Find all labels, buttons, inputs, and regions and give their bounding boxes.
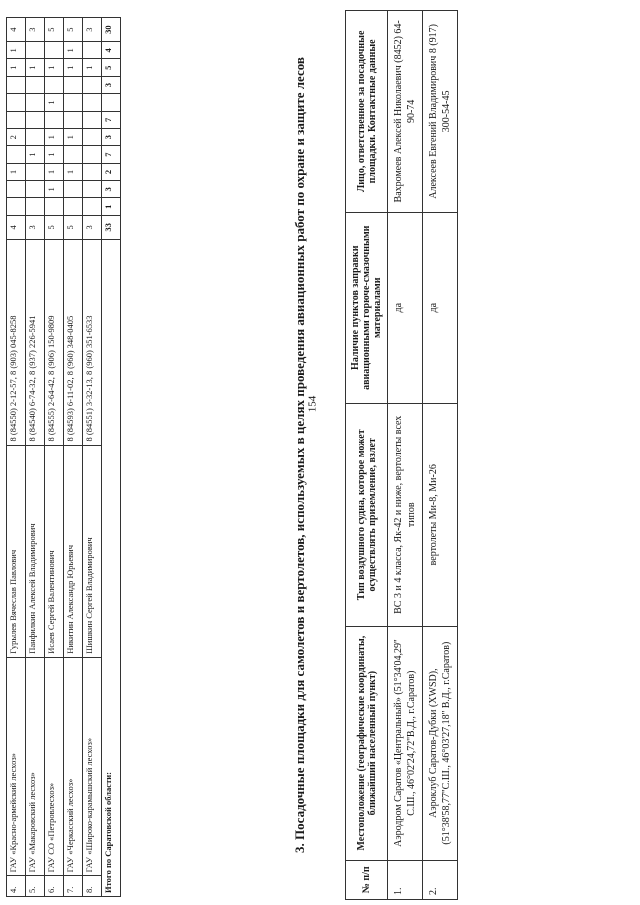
aircraft-type: вертолеты Ми-8, Ми-26 <box>423 403 458 626</box>
total-value: 2 <box>102 163 121 180</box>
page-number: 154 <box>306 395 319 413</box>
value-cell <box>64 198 83 215</box>
value-cell: 1 <box>45 163 64 180</box>
value-cell <box>64 111 83 128</box>
value-cell <box>64 76 83 93</box>
total-value: 3 <box>102 181 121 198</box>
contact-phone: 8 (84540) 6-74-32, 8 (937) 226-5941 <box>26 239 45 445</box>
value-cell <box>26 181 45 198</box>
value-cell: 1 <box>45 146 64 163</box>
contact-person: Гурылев Вячеслав Павлович <box>7 445 26 657</box>
total-value: 3 <box>102 129 121 146</box>
fuel-availability: да <box>423 212 458 403</box>
forestry-name: ГАУ «Макаровский лесхоз» <box>26 657 45 876</box>
value-cell: 5 <box>45 18 64 42</box>
value-cell <box>7 181 26 198</box>
table-row <box>83 18 102 897</box>
value-cell: 1 <box>45 129 64 146</box>
total-value: 30 <box>102 18 121 42</box>
value-cell <box>7 111 26 128</box>
total-row <box>102 18 121 897</box>
forestry-table <box>6 17 121 897</box>
value-cell <box>7 146 26 163</box>
value-cell <box>83 198 102 215</box>
value-cell <box>7 198 26 215</box>
value-cell <box>45 198 64 215</box>
value-cell: 2 <box>7 129 26 146</box>
row-number: 5. <box>26 876 45 897</box>
table-row <box>64 18 83 897</box>
value-cell <box>26 111 45 128</box>
site-location: Аэроклуб Саратов-Дубки (XWSD), (51°38'58,77''С.Ш., 46°03'27,18'' В.Д., г.Саратов) <box>423 626 458 860</box>
contact-person: Панфилкин Алексей Владимирович <box>26 445 45 657</box>
value-cell <box>26 42 45 59</box>
table-row <box>423 11 458 900</box>
value-cell <box>7 76 26 93</box>
value-cell <box>83 76 102 93</box>
value-cell <box>26 129 45 146</box>
col-header-aircraft-type: Тип воздушного судна, которое может осуществлять приземление, взлет <box>346 403 388 626</box>
value-cell: 1 <box>45 181 64 198</box>
value-cell <box>45 111 64 128</box>
contact-person: Исаев Сергей Валентинович <box>45 445 64 657</box>
value-cell <box>45 42 64 59</box>
value-cell <box>64 94 83 111</box>
col-header-number: № п/п <box>346 860 388 899</box>
value-cell: 1 <box>64 163 83 180</box>
forestry-name: ГАУ «Широко-карамышский лесхоз» <box>83 657 102 876</box>
row-number: 1. <box>388 860 423 899</box>
value-cell: 3 <box>83 18 102 42</box>
value-cell: 3 <box>26 215 45 239</box>
value-cell: 1 <box>64 42 83 59</box>
contact-person: Никитин Александр Юрьевич <box>64 445 83 657</box>
value-cell: 1 <box>26 59 45 76</box>
value-cell: 1 <box>64 59 83 76</box>
value-cell <box>83 129 102 146</box>
total-value: 5 <box>102 59 121 76</box>
landing-sites-table <box>345 10 458 900</box>
total-value: 33 <box>102 215 121 239</box>
table-row <box>7 18 26 897</box>
value-cell <box>83 146 102 163</box>
contact-phone: 8 (84550) 2-12-57, 8 (903) 045-8258 <box>7 239 26 445</box>
responsible-person: Алексеев Евгений Владимирович 8 (917) 300-54-45 <box>423 11 458 213</box>
total-value <box>102 94 121 111</box>
forestry-name: ГАУ «Черкасский лесхоз» <box>64 657 83 876</box>
value-cell: 5 <box>45 215 64 239</box>
contact-phone: 8 (84555) 2-64-42, 8 (906) 150-9809 <box>45 239 64 445</box>
value-cell <box>83 181 102 198</box>
row-number: 4. <box>7 876 26 897</box>
value-cell: 1 <box>45 59 64 76</box>
row-number: 6. <box>45 876 64 897</box>
table-row <box>26 18 45 897</box>
col-header-fuel: Наличие пунктов заправки авиационными горюче-смазочными материалами <box>346 212 388 403</box>
value-cell: 1 <box>7 42 26 59</box>
value-cell <box>83 42 102 59</box>
section-title: 3. Посадочные площадки для самолетов и вертолетов, используемых в целях проведения авиационных работ по охране и защите лесов <box>292 57 307 853</box>
value-cell <box>45 76 64 93</box>
value-cell: 1 <box>7 59 26 76</box>
value-cell <box>26 198 45 215</box>
value-cell: 1 <box>64 129 83 146</box>
value-cell: 1 <box>26 146 45 163</box>
row-number: 2. <box>423 860 458 899</box>
value-cell <box>26 76 45 93</box>
aircraft-type: ВС 3 и 4 класса, Як-42 и ниже, вертолеты всех типов <box>388 403 423 626</box>
value-cell <box>64 146 83 163</box>
table-row <box>45 18 64 897</box>
total-value: 4 <box>102 42 121 59</box>
table-row <box>388 11 423 900</box>
value-cell: 1 <box>83 59 102 76</box>
forestry-name: ГАУ СО «Петровлесхоз» <box>45 657 64 876</box>
contact-phone: 8 (84593) 6-11-02, 8 (960) 348-0405 <box>64 239 83 445</box>
value-cell: 1 <box>45 94 64 111</box>
value-cell: 5 <box>64 215 83 239</box>
value-cell: 3 <box>83 215 102 239</box>
value-cell: 5 <box>64 18 83 42</box>
value-cell <box>26 163 45 180</box>
total-value: 7 <box>102 111 121 128</box>
forestry-name: ГАУ «Красно-армейский лесхоз» <box>7 657 26 876</box>
value-cell: 4 <box>7 18 26 42</box>
contact-phone: 8 (84551) 3-32-13, 8 (960) 351-6533 <box>83 239 102 445</box>
row-number: 7. <box>64 876 83 897</box>
value-cell <box>83 163 102 180</box>
value-cell: 4 <box>7 215 26 239</box>
value-cell <box>7 94 26 111</box>
total-value: 3 <box>102 76 121 93</box>
responsible-person: Вахромеев Алексей Николаевич (8452) 64-90-74 <box>388 11 423 213</box>
col-header-location: Местоположение (географические координаты, ближайший населенный пункт) <box>346 626 388 860</box>
value-cell <box>83 111 102 128</box>
total-value: 7 <box>102 146 121 163</box>
value-cell <box>26 94 45 111</box>
value-cell: 3 <box>26 18 45 42</box>
row-number: 8. <box>83 876 102 897</box>
fuel-availability: да <box>388 212 423 403</box>
total-value: 1 <box>102 198 121 215</box>
site-location: Аэродром Саратов «Центральный» (51°34'04,29'' С.Ш., 46°02'24,72''В.Д., г.Саратов) <box>388 626 423 860</box>
value-cell <box>83 94 102 111</box>
value-cell <box>64 181 83 198</box>
total-label: Итого по Саратовской области: <box>102 239 121 896</box>
col-header-responsible: Лицо, ответственное за посадочные площадки. Контактные данные <box>346 11 388 213</box>
contact-person: Шишкин Сергей Владимирович <box>83 445 102 657</box>
value-cell: 1 <box>7 163 26 180</box>
